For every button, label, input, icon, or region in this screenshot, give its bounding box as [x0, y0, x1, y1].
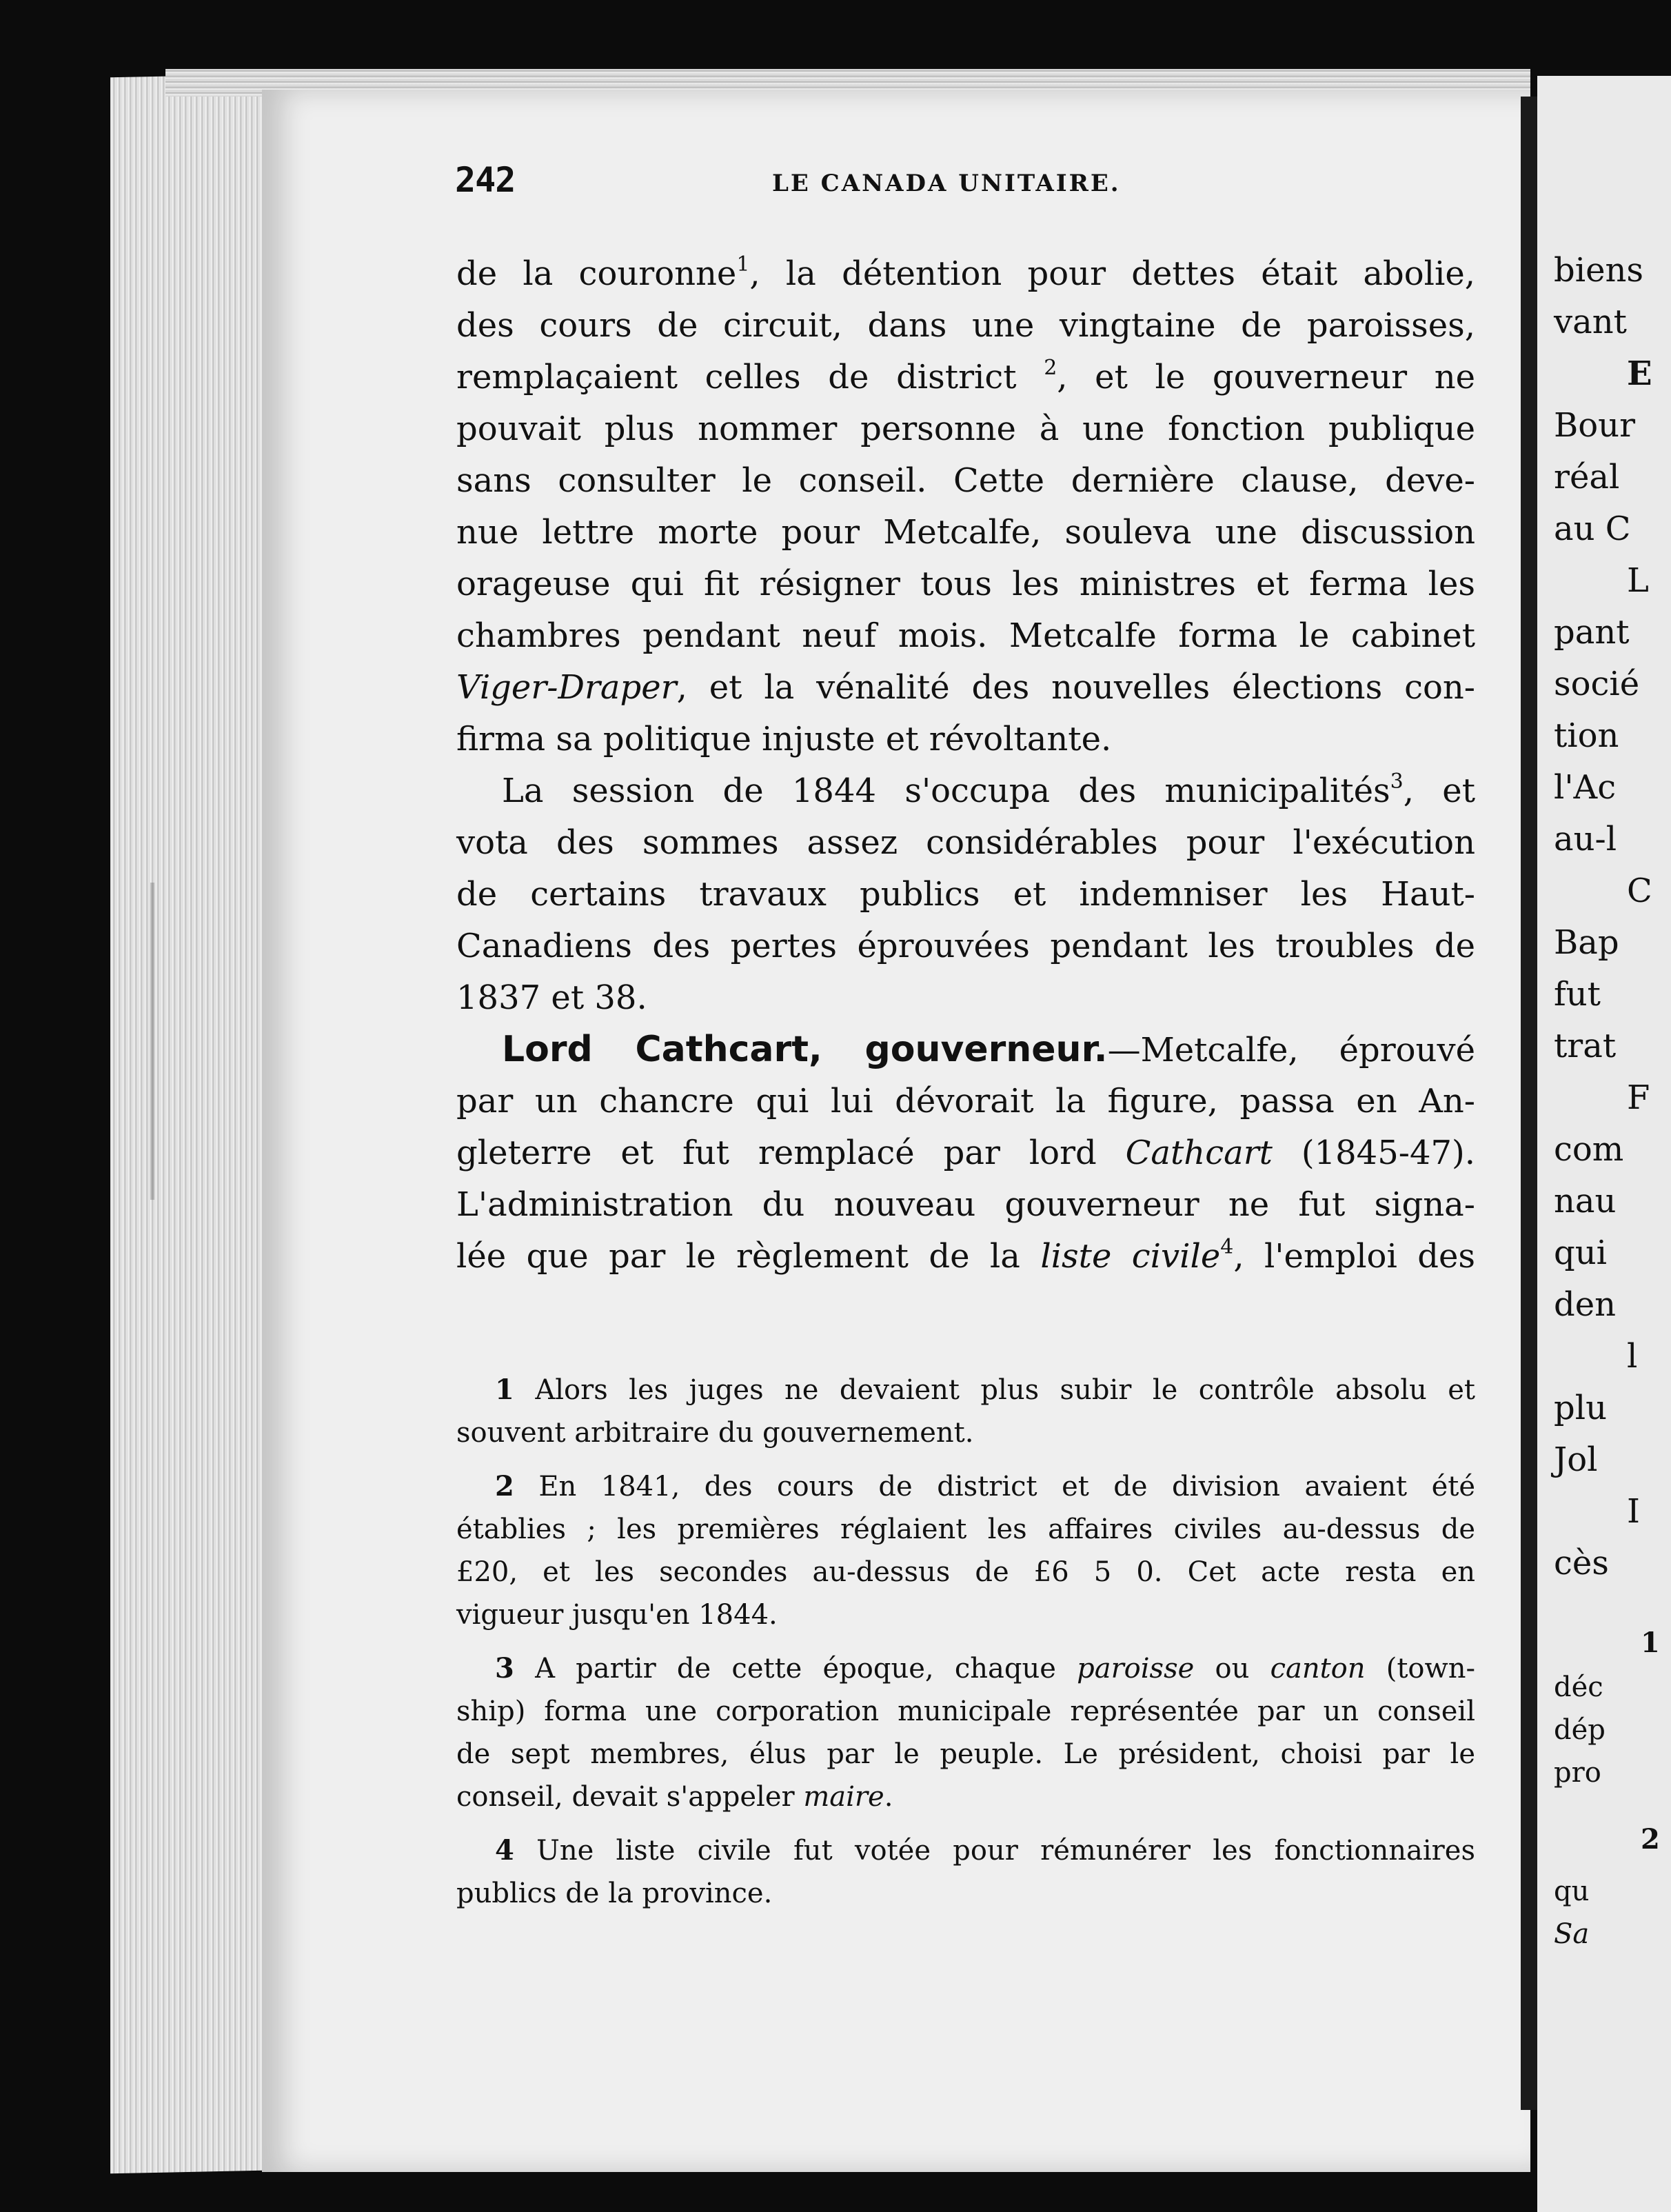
right-page-fragment: pant — [1554, 613, 1630, 652]
right-page-fragment: 1 — [1641, 1627, 1660, 1659]
right-page-fragment: fut — [1554, 975, 1601, 1014]
footnote-number: 1 — [495, 1374, 514, 1406]
right-page-fragment: Sa — [1554, 1918, 1590, 1950]
footnote-line: 3 A partir de cette époque, chaque paroisse ou canton (town- — [495, 1652, 1475, 1685]
right-page-fragment: au C — [1554, 510, 1631, 548]
text-line: Canadiens des pertes éprouvées pendant les troubles de — [456, 927, 1475, 965]
right-page-fragment: réal — [1554, 458, 1620, 496]
text-line: 1837 et 38. — [456, 978, 647, 1017]
footnote — [456, 1647, 1475, 1818]
footnote-number: 2 — [495, 1470, 514, 1502]
right-page-fragment: tion — [1554, 716, 1619, 755]
page-number: 242 — [455, 160, 516, 200]
right-page-fragment: l — [1627, 1337, 1638, 1376]
text-line: firma sa politique injuste et révoltante. — [456, 720, 1112, 758]
footnote-ref: 4 — [1220, 1235, 1234, 1259]
right-page-fragment: qu — [1554, 1876, 1590, 1907]
text-line: chambres pendant neuf mois. Metcalfe forma le cabinet — [456, 616, 1475, 655]
book-gutter — [1521, 97, 1537, 2110]
text-line: de certains travaux publics et indemniser les Haut- — [456, 875, 1475, 914]
footnote — [456, 1465, 1475, 1636]
footnotes — [456, 1369, 1475, 1915]
text-line: par un chancre qui lui dévorait la figure, passa en An- — [456, 1082, 1475, 1120]
text-line: sans consulter le conseil. Cette dernière clause, deve- — [456, 461, 1475, 500]
right-page-fragment: C — [1627, 872, 1652, 910]
right-page-fragment: L — [1627, 561, 1649, 600]
right-page-fragment: F — [1627, 1078, 1650, 1117]
right-page-fragment: vant — [1554, 303, 1627, 341]
text-line: lée que par le règlement de la liste civile$^4$, l'emploi des — [456, 1235, 1476, 1276]
bleed-through-mark — [150, 883, 210, 1200]
text-line: nue lettre morte pour Metcalfe, souleva une discussion — [456, 513, 1475, 552]
footnote-line: 2 En 1841, des cours de district et de division avaient été — [495, 1470, 1475, 1502]
right-page-fragment: déc — [1554, 1671, 1603, 1703]
text-line: La session de 1844 s'occupa des municipalités$^3$, et — [502, 770, 1475, 810]
footnote — [456, 1829, 1475, 1915]
text-line: vota des sommes assez considérables pour l'exécution — [456, 823, 1475, 862]
footnote-ref: 3 — [1390, 770, 1404, 794]
right-page — [1537, 76, 1671, 2212]
right-page-fragment: au-l — [1554, 820, 1617, 858]
right-page-fragment: cès — [1554, 1544, 1609, 1582]
right-page-fragment: biens — [1554, 251, 1644, 290]
footnote-line: vigueur jusqu'en 1844. — [456, 1599, 778, 1631]
right-page-fragment: 2 — [1641, 1823, 1660, 1856]
footnote-line: £20, et les secondes au-dessus de £6 5 0. Cet acte resta en — [456, 1556, 1475, 1588]
footnote-line: ship) forma une corporation municipale représentée par un conseil — [456, 1696, 1475, 1727]
right-page-fragment: Jol — [1554, 1440, 1598, 1479]
text-line: de la couronne$^1$, la détention pour dettes était abolie, — [456, 252, 1475, 293]
body-text — [456, 248, 1475, 1283]
right-page-fragment: dép — [1554, 1714, 1606, 1746]
footnote-line: établies ; les premières réglaient les affaires civiles au-dessus de — [456, 1514, 1475, 1545]
footnote-line: souvent arbitraire du gouvernement. — [456, 1417, 974, 1449]
footnote-number: 4 — [495, 1834, 514, 1867]
footnote-line: 1 Alors les juges ne devaient plus subir le contrôle absolu et — [495, 1374, 1476, 1406]
text-line: Viger-Draper, et la vénalité des nouvelles élections con- — [456, 668, 1475, 707]
footnote-line: 4 Une liste civile fut votée pour rémunérer les fonctionnaires — [495, 1834, 1476, 1867]
right-page-fragment: com — [1554, 1130, 1624, 1169]
footnote-ref: 1 — [736, 252, 750, 276]
text-line: Lord Cathcart, gouverneur.—Metcalfe, éprouvé — [502, 1029, 1475, 1070]
right-page-fragment: plu — [1554, 1389, 1607, 1427]
right-page-fragment: pro — [1554, 1757, 1601, 1789]
right-page-fragment: den — [1554, 1285, 1617, 1324]
right-page-fragment: socié — [1554, 665, 1640, 703]
text-line: remplaçaient celles de district $^2$, et le gouverneur ne — [456, 356, 1476, 396]
right-page-fragment: l'Ac — [1554, 768, 1617, 807]
running-head: LE CANADA UNITAIRE. — [772, 170, 1121, 197]
right-page-fragment: Bap — [1554, 923, 1619, 962]
right-page-fragment: qui — [1554, 1234, 1607, 1272]
section-heading: Lord Cathcart, gouverneur. — [502, 1029, 1108, 1070]
text-line: gleterre et fut remplacé par lord Cathcart (1845-47). — [456, 1134, 1476, 1172]
text-line: orageuse qui fit résigner tous les ministres et ferma les — [456, 565, 1475, 603]
right-page-fragment: nau — [1554, 1182, 1617, 1220]
right-page-fragment: I — [1627, 1492, 1640, 1531]
footnote — [456, 1369, 1475, 1454]
right-page-fragment: trat — [1554, 1027, 1617, 1065]
footnote-ref: 2 — [1044, 356, 1057, 380]
page-header — [455, 160, 1475, 208]
footnote-line: conseil, devait s'appeler maire. — [456, 1781, 893, 1813]
footnote-number: 3 — [495, 1652, 514, 1685]
text-line: pouvait plus nommer personne à une fonction publique — [456, 410, 1475, 448]
right-page-fragment: E — [1627, 354, 1652, 393]
text-line: des cours de circuit, dans une vingtaine de paroisses, — [456, 306, 1475, 345]
text-line: L'administration du nouveau gouverneur ne fut signa- — [456, 1185, 1475, 1224]
footnote-line: de sept membres, élus par le peuple. Le président, choisi par le — [456, 1738, 1475, 1770]
right-page-fragment: Bour — [1554, 406, 1636, 445]
footnote-line: publics de la province. — [456, 1878, 773, 1909]
